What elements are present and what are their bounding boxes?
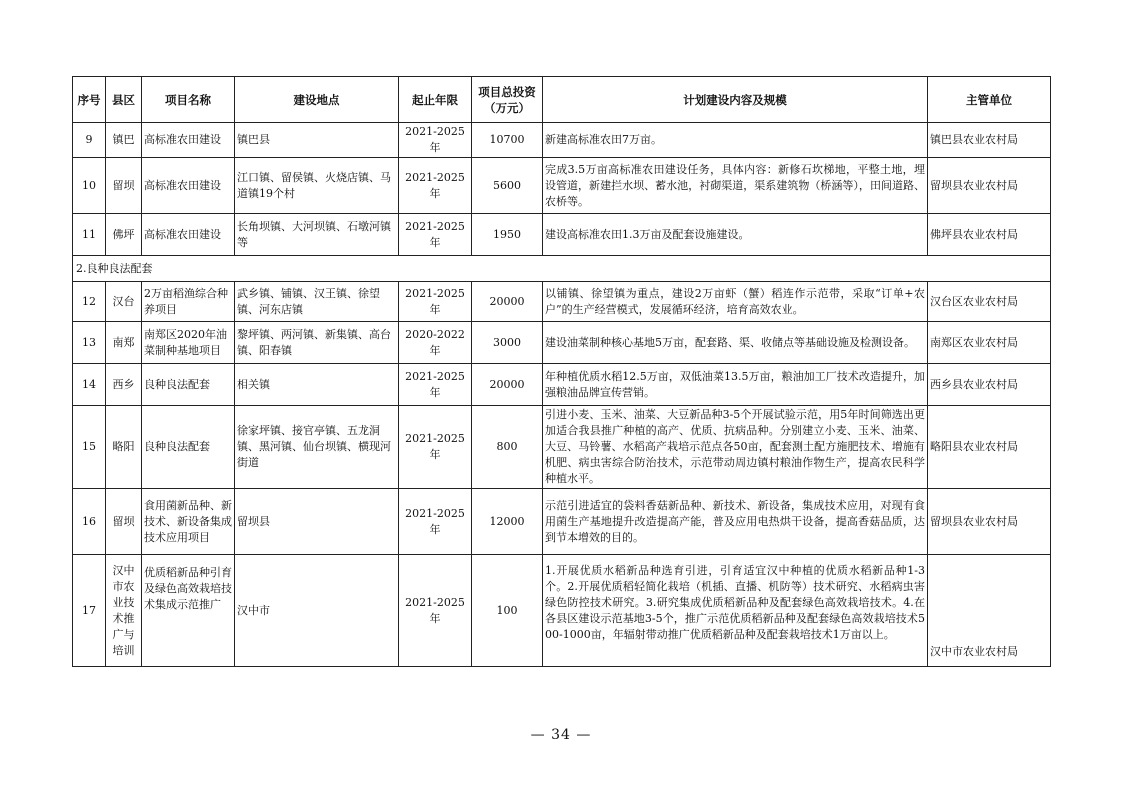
cell-location: 武乡镇、铺镇、汉王镇、徐望镇、河东店镇: [235, 282, 399, 322]
table-row: [73, 123, 1051, 158]
page-number: — 34 —: [530, 727, 592, 743]
table-row: [73, 364, 1051, 406]
cell-period: 2020-2022年: [399, 322, 472, 364]
table-row: [73, 322, 1051, 364]
cell-seq: 16: [73, 489, 106, 555]
cell-unit: 汉中市农业农村局: [928, 555, 1051, 667]
cell-unit: 南郑区农业农村局: [928, 322, 1051, 364]
cell-project: 良种良法配套: [142, 406, 235, 489]
cell-investment: 12000: [472, 489, 543, 555]
cell-location: 留坝县: [235, 489, 399, 555]
table-row: [73, 555, 1051, 667]
cell-county: 汉中市农业技术推广与培训: [106, 555, 142, 667]
cell-location: 长角坝镇、大河坝镇、石墩河镇等: [235, 214, 399, 256]
header-period: 起止年限: [399, 77, 472, 123]
cell-project: 良种良法配套: [142, 364, 235, 406]
cell-content: 引进小麦、玉米、油菜、大豆新品种3-5个开展试验示范，用5年时间筛选出更加适合我县推广种植的高产、优质、抗病品种。分别建立小麦、玉米、油菜、大豆、马铃薯、水稻高产栽培示范点各50亩，配套测土配方施肥技术、增施有机肥、病虫害综合防治技术，示范带动周边镇村粮油作物生产，提高农民科学种植水平。: [543, 406, 928, 489]
cell-content: 完成3.5万亩高标准农田建设任务，具体内容：新修石坎梯地，平整土地，埋设管道，新建拦水坝、蓄水池，衬砌渠道，渠系建筑物（桥涵等），田间道路、农桥等。: [543, 158, 928, 214]
section-title: 2.良种良法配套: [73, 256, 1051, 282]
cell-content: 新建高标准农田7万亩。: [543, 123, 928, 158]
header-seq: 序号: [73, 77, 106, 123]
cell-unit: 汉台区农业农村局: [928, 282, 1051, 322]
cell-county: 南郑: [106, 322, 142, 364]
cell-period: 2021-2025年: [399, 555, 472, 667]
cell-period: 2021-2025年: [399, 282, 472, 322]
cell-investment: 10700: [472, 123, 543, 158]
table-row: [73, 282, 1051, 322]
cell-seq: 13: [73, 322, 106, 364]
header-project: 项目名称: [142, 77, 235, 123]
table-header-row: [73, 77, 1051, 123]
cell-seq: 17: [73, 555, 106, 667]
cell-location: 相关镇: [235, 364, 399, 406]
cell-period: 2021-2025年: [399, 158, 472, 214]
cell-seq: 12: [73, 282, 106, 322]
cell-investment: 20000: [472, 282, 543, 322]
cell-seq: 11: [73, 214, 106, 256]
cell-location: 黎坪镇、两河镇、新集镇、高台镇、阳春镇: [235, 322, 399, 364]
cell-county: 略阳: [106, 406, 142, 489]
table-row: [73, 489, 1051, 555]
cell-unit: 镇巴县农业农村局: [928, 123, 1051, 158]
cell-unit: 留坝县农业农村局: [928, 158, 1051, 214]
cell-project: 食用菌新品种、新技术、新设备集成技术应用项目: [142, 489, 235, 555]
cell-project: 高标准农田建设: [142, 214, 235, 256]
cell-project: 高标准农田建设: [142, 158, 235, 214]
cell-content: 以铺镇、徐望镇为重点，建设2万亩虾（蟹）稻连作示范带，采取“订单+农户”的生产经营模式，发展循环经济，培育高效农业。: [543, 282, 928, 322]
cell-unit: 西乡县农业农村局: [928, 364, 1051, 406]
cell-seq: 10: [73, 158, 106, 214]
table-row: [73, 214, 1051, 256]
cell-content: 1.开展优质水稻新品种选育引进，引育适宜汉中种植的优质水稻新品种1-3个。2.开展优质稻轻简化栽培（机插、直播、机防等）技术研究、水稻病虫害绿色防控技术研究。3.研究集成优质稻新品种及配套绿色高效栽培技术。4.在各县区建设示范基地3-5个，推广示范优质稻新品种及配套绿色高效栽培技术500-1000亩，年辐射带动推广优质稻新品种及配套栽培技术1万亩以上。: [543, 555, 928, 667]
cell-investment: 5600: [472, 158, 543, 214]
cell-county: 西乡: [106, 364, 142, 406]
cell-unit: 佛坪县农业农村局: [928, 214, 1051, 256]
table-row: [73, 406, 1051, 489]
cell-period: 2021-2025年: [399, 364, 472, 406]
cell-content: 示范引进适宜的袋料香菇新品种、新技术、新设备，集成技术应用，对现有食用菌生产基地提升改造提高产能，普及应用电热烘干设备，提高香菇品质，达到节本增效的目的。: [543, 489, 928, 555]
cell-period: 2021-2025年: [399, 489, 472, 555]
cell-investment: 1950: [472, 214, 543, 256]
cell-project: 南郑区2020年油菜制种基地项目: [142, 322, 235, 364]
cell-county: 佛坪: [106, 214, 142, 256]
section-row: [73, 256, 1051, 282]
cell-period: 2021-2025年: [399, 406, 472, 489]
table-row: [73, 158, 1051, 214]
cell-seq: 14: [73, 364, 106, 406]
cell-period: 2021-2025年: [399, 214, 472, 256]
cell-content: 建设油菜制种核心基地5万亩，配套路、渠、收储点等基础设施及检测设备。: [543, 322, 928, 364]
cell-content: 年种植优质水稻12.5万亩，双低油菜13.5万亩，粮油加工厂技术改造提升，加强粮油品牌宣传营销。: [543, 364, 928, 406]
header-content: 计划建设内容及规模: [543, 77, 928, 123]
cell-investment: 100: [472, 555, 543, 667]
cell-county: 留坝: [106, 158, 142, 214]
project-table: [72, 76, 1051, 667]
cell-unit: 留坝县农业农村局: [928, 489, 1051, 555]
cell-investment: 800: [472, 406, 543, 489]
cell-seq: 15: [73, 406, 106, 489]
cell-seq: 9: [73, 123, 106, 158]
cell-content: 建设高标准农田1.3万亩及配套设施建设。: [543, 214, 928, 256]
cell-project: 2万亩稻渔综合种养项目: [142, 282, 235, 322]
cell-project: 优质稻新品种引育及绿色高效栽培技术集成示范推广: [142, 555, 235, 667]
cell-location: 江口镇、留侯镇、火烧店镇、马道镇19个村: [235, 158, 399, 214]
cell-project: 高标准农田建设: [142, 123, 235, 158]
cell-county: 留坝: [106, 489, 142, 555]
cell-unit: 略阳县农业农村局: [928, 406, 1051, 489]
cell-county: 汉台: [106, 282, 142, 322]
document-sheet: [72, 76, 1050, 667]
cell-location: 汉中市: [235, 555, 399, 667]
header-investment: 项目总投资（万元）: [472, 77, 543, 123]
cell-investment: 20000: [472, 364, 543, 406]
header-location: 建设地点: [235, 77, 399, 123]
header-county: 县区: [106, 77, 142, 123]
header-unit: 主管单位: [928, 77, 1051, 123]
cell-location: 徐家坪镇、接官亭镇、五龙洞镇、黑河镇、仙台坝镇、横现河街道: [235, 406, 399, 489]
cell-investment: 3000: [472, 322, 543, 364]
cell-period: 2021-2025年: [399, 123, 472, 158]
cell-county: 镇巴: [106, 123, 142, 158]
cell-location: 镇巴县: [235, 123, 399, 158]
